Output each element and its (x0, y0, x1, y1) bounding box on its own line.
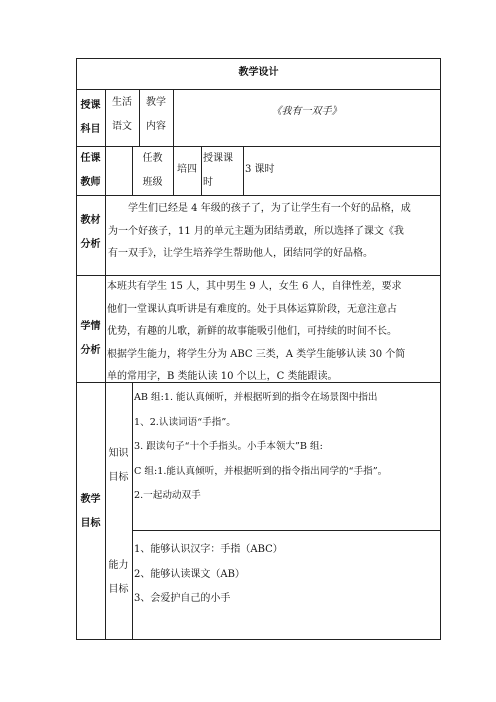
knowledge-label-line1: 知识 (108, 448, 129, 459)
knowledge-line: AB 组:1. 能认真倾听，并根据听到的指令在场景图中指出 (134, 392, 378, 403)
material-line: 有一双手》，让学生培养学生帮助他人，团结同学的好品格。 (108, 248, 373, 259)
class-value: 培四 (177, 164, 197, 175)
hours-value: 3 课时 (245, 164, 275, 175)
column-divider (243, 146, 244, 195)
ability-label-line1: 能力 (108, 560, 129, 571)
hours-label-line2: 时 (203, 177, 213, 188)
learner-line: 本班共有学生 15 人，其中男生 9 人，女生 6 人，自律性差，要求 (107, 281, 402, 292)
learner-label-line2: 分析 (80, 345, 101, 356)
material-text (108, 198, 438, 266)
learner-line: 优势，有趣的儿歌，新鲜的故事能吸引他们，可持续的时间不长。 (107, 326, 397, 337)
goals-label-line2: 目标 (80, 518, 101, 529)
knowledge-line: 2.一起动动双手 (134, 490, 201, 501)
class-label-line1: 任教 (142, 153, 163, 164)
knowledge-line: C 组:1.能认真倾听，并根据听到的指令指出同学的“手指”。 (134, 465, 388, 477)
hours-label-line1: 授课课 (203, 153, 233, 164)
knowledge-text (134, 386, 440, 509)
row-divider (76, 89, 441, 90)
table-title: 教学设计 (238, 67, 279, 78)
knowledge-line: 1、2.认读词语“手指”。 (134, 416, 236, 428)
row-divider (76, 195, 441, 196)
learner-line: 根据学生能力，将学生分为 ABC 三类，A 类学生能够认读 30 个简 (107, 348, 406, 360)
ability-text (134, 538, 440, 612)
learner-line: 他们一堂课认真听讲是有难度的。处于具体运算阶段，无意注意占 (107, 303, 397, 315)
material-line: 学生们已经是 4 年级的孩子了，为了让学生有一个好的品格，成 (128, 203, 411, 214)
ability-line: 1、能够认识汉字：手指（ABC） (134, 544, 283, 555)
subject-value-line1: 生活 (112, 97, 132, 108)
column-divider (201, 146, 202, 195)
ability-label-line2: 目标 (108, 584, 129, 595)
material-line: 为一个好孩子，11 月的单元主题为团结勇敢，所以选择了课文《我 (108, 225, 404, 237)
teacher-label-line2: 教师 (80, 177, 101, 188)
material-label-line1: 教材 (80, 215, 101, 226)
table-border-bottom (76, 639, 441, 640)
subject-label-line1: 授课 (80, 100, 101, 111)
teacher-label-line1: 任课 (80, 153, 101, 164)
ability-line: 3、会爱护自己的小手 (134, 593, 231, 604)
content-label-line2: 内容 (146, 121, 166, 132)
knowledge-label-line2: 目标 (108, 472, 129, 483)
learner-text (107, 276, 440, 389)
column-divider (132, 382, 133, 640)
ability-line: 2、能够认读课文（AB） (134, 568, 245, 580)
row-divider (132, 530, 441, 531)
row-divider (76, 146, 441, 147)
content-value: 《我有一双手》 (271, 106, 342, 117)
class-label-line2: 班级 (142, 177, 163, 188)
goals-label-line1: 教学 (80, 494, 101, 505)
material-label-line2: 分析 (80, 239, 101, 250)
subject-value-line2: 语文 (112, 121, 132, 132)
knowledge-line: 3. 跟读句子“十个手指头。小手本领大”B 组: (134, 441, 323, 452)
subject-label-line2: 科目 (80, 124, 101, 135)
table-border-top (76, 58, 441, 59)
learner-line: 单的常用字，B 类能认读 10 个以上，C 类能跟读。 (107, 371, 338, 382)
lesson-plan-table (76, 58, 441, 640)
content-label-line1: 教学 (146, 97, 166, 108)
learner-label-line1: 学情 (80, 321, 101, 332)
